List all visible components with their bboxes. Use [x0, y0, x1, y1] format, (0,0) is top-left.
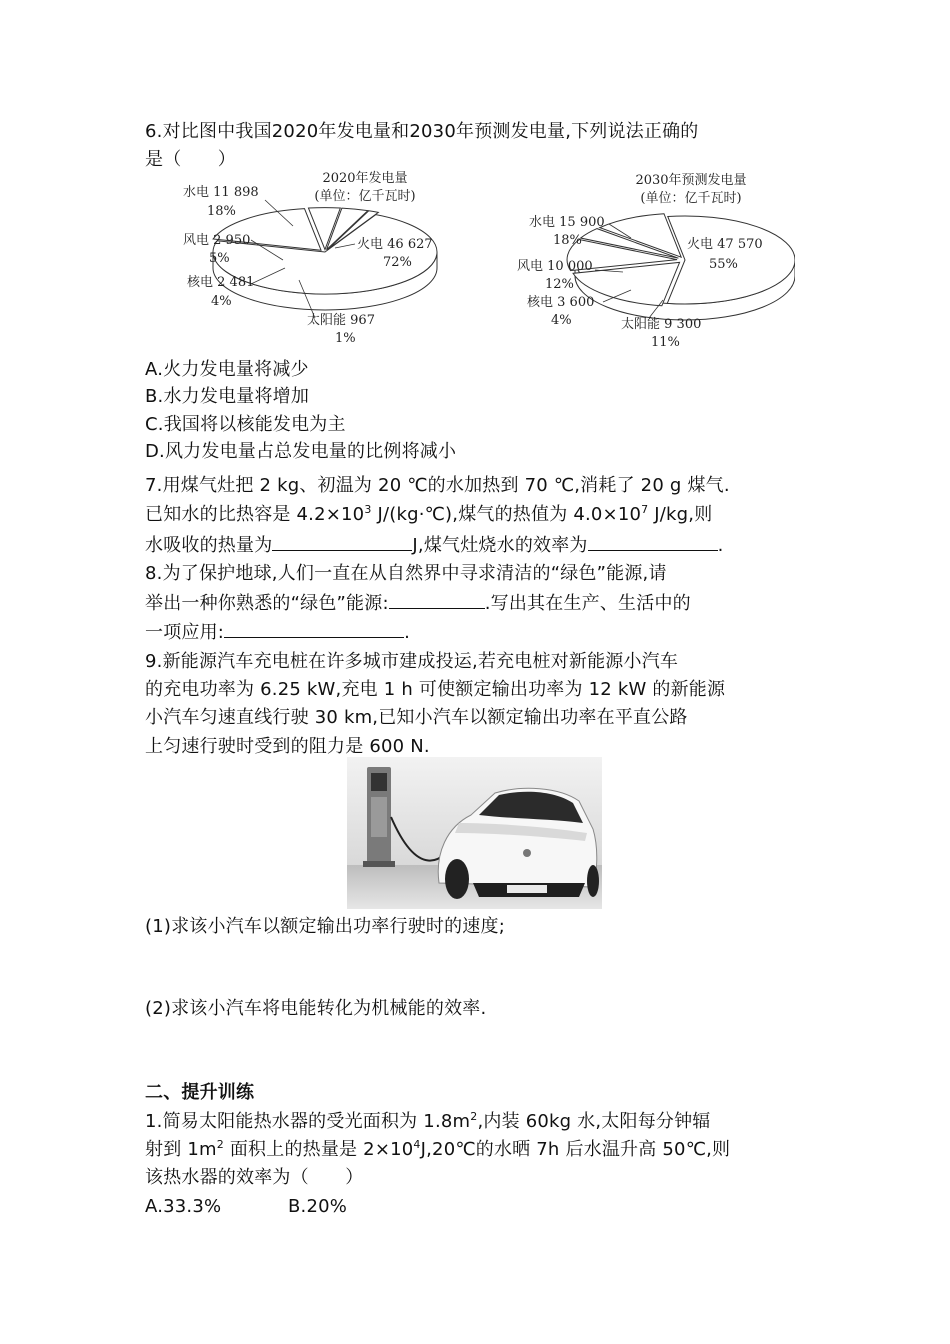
- chart-2020-pct-thermal: 72%: [383, 255, 412, 270]
- chart-2030-label-hydro: 水电 15 900: [529, 215, 605, 230]
- s2-q1-line2: 射到 $1m^2$ 面积上的热量是 $2\times 10^4J,20℃$的水晒 7h 后水温升高 50℃,则: [145, 1138, 731, 1160]
- chart-2020-subtitle: (单位：亿千瓦时): [314, 189, 416, 204]
- chart-2030-label-solar: 太阳能 9 300: [621, 317, 702, 332]
- q8-line3: 一项应用: .: [145, 617, 410, 647]
- q6-option-d: D.风力发电量占总发电量的比例将减小: [145, 441, 457, 462]
- q9-line3: 小汽车匀速直线行驶 30 km,已知小汽车以额定输出功率在平直公路: [145, 707, 688, 728]
- q7-line2: 已知水的比热容是 $4.2\times 10^3$ J/(kg·℃),煤气的热值为 $4.0\times 10^7$ J/kg,则: [145, 503, 713, 525]
- section2-heading: 二、提升训练: [145, 1082, 255, 1103]
- chart-2020-label-hydro: 水电 11 898: [183, 185, 259, 200]
- q9-line4: 上匀速行驶时受到的阻力是 600 N.: [145, 736, 430, 757]
- chart-2030-pct-nuclear: 4%: [551, 313, 572, 328]
- chart-2030-pct-solar: 11%: [651, 335, 680, 350]
- q8-line2: 举出一种你熟悉的“绿色”能源: .写出其在生产、生活中的: [145, 588, 691, 618]
- chart-2030-label-wind: 风电 10 000: [517, 259, 593, 274]
- chart-2030-subtitle: (单位：亿千瓦时): [640, 191, 742, 206]
- chart-2020-pct-solar: 1%: [335, 331, 356, 346]
- chart-2030-title: 2030年预测发电量: [635, 173, 747, 188]
- chart-2020-title: 2020年发电量: [322, 171, 408, 186]
- q9-subquestion-1: (1)求该小汽车以额定输出功率行驶时的速度;: [145, 916, 505, 937]
- q7-line1: 7.用煤气灶把 2 kg、初温为 20 ℃的水加热到 70 ℃,消耗了 20 g 煤气.: [145, 475, 730, 496]
- q7-blank-efficiency[interactable]: [588, 530, 718, 551]
- q8-line1: 8.为了保护地球,人们一直在从自然界中寻求清洁的“绿色”能源,请: [145, 563, 667, 584]
- q6-stem-line2: 是（ ）: [145, 149, 236, 170]
- chart-2020-label-solar: 太阳能 967: [307, 313, 375, 328]
- chart-2030-pct-wind: 12%: [545, 277, 574, 292]
- power-generation-pie-charts: [175, 168, 795, 358]
- chart-2020-pct-hydro: 18%: [207, 204, 236, 219]
- s2-q1-line3: 该热水器的效率为（ ）: [145, 1167, 364, 1188]
- s2-q1-option-b: B.20%: [288, 1196, 348, 1217]
- s2-q1-option-a: A.33.3%: [145, 1196, 222, 1217]
- q7-blank-heat[interactable]: [272, 530, 412, 551]
- chart-2030-pct-thermal: 55%: [709, 257, 738, 272]
- chart-2020-pct-nuclear: 4%: [211, 294, 232, 309]
- ev-charging-photo: [347, 757, 602, 909]
- q6-option-c: C.我国将以核能发电为主: [145, 414, 346, 435]
- q6-option-b: B.水力发电量将增加: [145, 386, 310, 407]
- chart-2020-pct-wind: 5%: [209, 251, 230, 266]
- q7-line3: 水吸收的热量为 J,煤气灶烧水的效率为 .: [145, 530, 724, 560]
- chart-2020-label-thermal: 火电 46 627: [357, 237, 433, 252]
- q9-line2: 的充电功率为 6.25 kW,充电 1 h 可使额定输出功率为 12 kW 的新能源: [145, 679, 726, 700]
- q6-stem-line1: 6.对比图中我国2020年发电量和2030年预测发电量,下列说法正确的: [145, 121, 699, 142]
- pie-chart-2020: [183, 170, 437, 346]
- chart-2030-label-nuclear: 核电 3 600: [527, 295, 595, 310]
- pie-chart-2030: [517, 172, 795, 350]
- s2-q1-line1: 1.简易太阳能热水器的受光面积为 $1.8m^2$,内装 60kg 水,太阳每分钟辐: [145, 1110, 711, 1132]
- q9-subquestion-2: (2)求该小汽车将电能转化为机械能的效率.: [145, 998, 487, 1019]
- q9-line1: 9.新能源汽车充电桩在许多城市建成投运,若充电桩对新能源小汽车: [145, 651, 679, 672]
- chart-2030-label-thermal: 火电 47 570: [687, 237, 763, 252]
- chart-2020-label-wind: 风电 2 950: [183, 233, 251, 248]
- q8-blank-application[interactable]: [224, 617, 404, 638]
- q6-option-a: A.火力发电量将减少: [145, 359, 309, 380]
- chart-2020-label-nuclear: 核电 2 481: [187, 275, 255, 290]
- chart-2030-pct-hydro: 18%: [553, 233, 582, 248]
- q8-blank-energy[interactable]: [389, 588, 485, 609]
